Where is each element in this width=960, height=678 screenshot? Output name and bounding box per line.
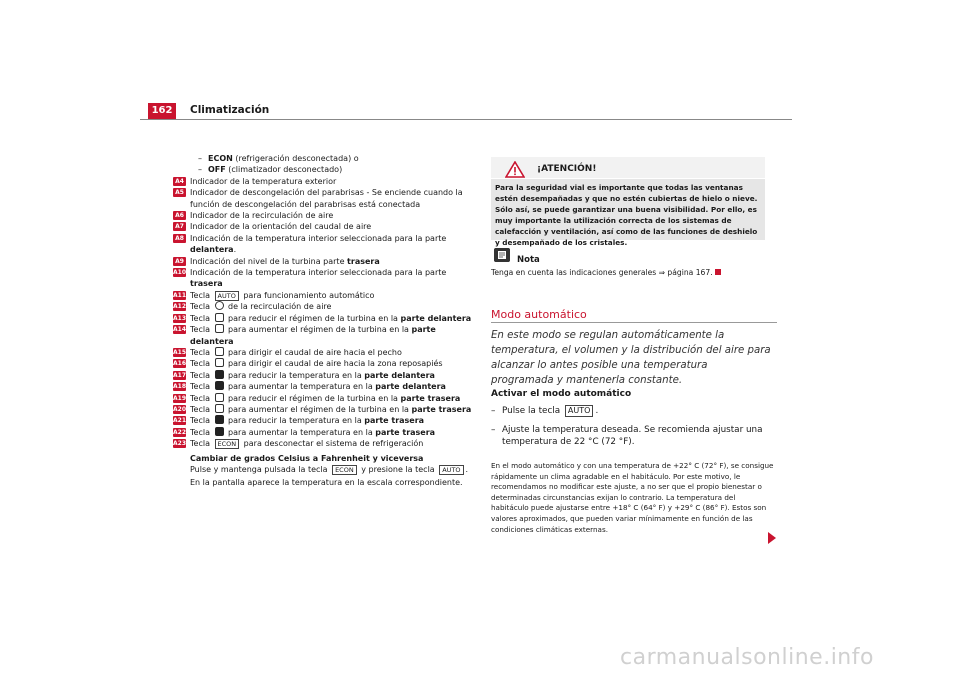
temp-down-icon (215, 370, 224, 379)
legend-item (175, 210, 475, 221)
warning-title: ¡ATENCIÓN! (537, 164, 597, 174)
callout-badge: A20 (173, 405, 186, 413)
temp-up-icon (215, 381, 224, 390)
legend-item (173, 404, 475, 415)
section-intro: En este modo se regulan automáticamente la temperatura, el volumen y la distribución del aire para alcanzar lo antes posible una temperatura programada y mantenerla constante. (491, 330, 771, 386)
dash: – (491, 406, 496, 416)
item-text: Indicador de descongelación del parabrisas - Se enciende cuando la función de descongelación del parabrisas está conectada (190, 188, 463, 209)
item-text: para dirigir el caudal de aire hacia el pecho (225, 347, 402, 357)
item-text: para reducir el régimen de la turbina en la (225, 393, 401, 403)
warning-triangle-icon (505, 161, 525, 178)
callout-badge: A9 (173, 257, 186, 266)
item-text: para funcionamiento automático (240, 290, 375, 300)
item-text: Tecla (190, 325, 213, 335)
item-text: Tecla (190, 404, 213, 414)
item-emphasis: delantera (190, 245, 234, 255)
callout-badge: A10 (173, 269, 186, 277)
fahrenheit-title: Cambiar de grados Celsius a Fahrenheit y viceversa (190, 453, 424, 463)
temp-up-icon (215, 427, 224, 436)
dash: – (198, 165, 202, 175)
legend-item (175, 233, 475, 256)
callout-badge: A19 (173, 394, 186, 402)
item-text: Tecla (190, 382, 213, 392)
item-text: para aumentar la temperatura en la (225, 427, 376, 437)
item-text: Tecla (190, 370, 213, 380)
item-text: para reducir la temperatura en la (225, 416, 365, 426)
legend-item (173, 415, 475, 426)
auto-key: AUTO (565, 405, 594, 417)
next-page-arrow-icon (768, 532, 776, 544)
callout-badge: A12 (173, 303, 186, 311)
fahrenheit-result: En la pantalla aparece la temperatura en la escala correspondiente. (190, 478, 463, 488)
step-1 (491, 405, 598, 417)
item-emphasis: parte delantera (364, 370, 435, 380)
item-text: Tecla (190, 359, 213, 369)
item-text: Tecla (190, 347, 213, 357)
legend-item (175, 221, 475, 232)
callout-badge: A22 (173, 428, 186, 436)
item-text: Tecla (190, 416, 213, 426)
item-text: para desconectar el sistema de refrigeración (241, 439, 424, 449)
note-text (491, 268, 721, 277)
item-text: Indicador de la recirculación de aire (190, 211, 334, 221)
fan-icon (215, 313, 224, 322)
step-2 (491, 424, 771, 448)
callout-badge: A8 (173, 234, 186, 243)
fan-icon (215, 404, 224, 413)
callout-badge: A4 (173, 177, 186, 186)
text: y presione la tecla (358, 464, 438, 474)
text: . (595, 406, 599, 416)
legend-item (173, 301, 475, 312)
watermark: carmanualsonline.info (620, 645, 874, 670)
item-text: para reducir la temperatura en la (225, 370, 365, 380)
callout-badge: A6 (173, 211, 186, 220)
fan-icon (215, 393, 224, 402)
callout-badge: A18 (173, 383, 186, 391)
end-mark-icon (715, 269, 721, 275)
warning-text: Para la seguridad vial es importante que todas las ventanas estén desempañadas y que no estén cubiertas de hielo o nieve. Sólo así, se puede garantizar una buena visibilidad. Por ello, es muy importante la utilización correcta de los sistemas de calefacción y ventilación, así como de las funciones de deshielo y desempañado de los cristales. (495, 183, 758, 247)
legend-item (173, 358, 475, 369)
item-text: . (233, 245, 237, 255)
note-body: Tenga en cuenta las indicaciones generales ⇒ página 167. (491, 268, 713, 277)
mode-label: ECON (208, 154, 233, 163)
item-emphasis: parte delantera (400, 313, 472, 323)
item-emphasis: parte trasera (411, 404, 472, 414)
section-rule (491, 322, 777, 323)
text: . (465, 464, 469, 474)
fan-icon (215, 324, 224, 333)
legend-item (173, 427, 475, 438)
legend-subitem (190, 164, 475, 175)
legend-item (173, 313, 475, 324)
fahrenheit-instruction (190, 464, 475, 475)
note-icon (494, 248, 510, 262)
warning-title-bar (491, 157, 765, 179)
item-text: Indicación de la temperatura interior seleccionada para la parte (190, 233, 447, 243)
econ-key: ECON (332, 465, 357, 475)
item-text: Tecla (190, 439, 213, 449)
item-emphasis: parte trasera (400, 393, 461, 403)
callout-badge: A7 (173, 222, 186, 231)
item-emphasis: trasera (347, 256, 380, 266)
mode-desc: (refrigeración desconectada) o (232, 154, 359, 163)
item-text: para dirigir el caudal de aire hacia la zona reposapiés (225, 359, 443, 369)
item-text: Tecla (190, 290, 213, 300)
button-key: ECON (215, 439, 240, 449)
legend-item (175, 187, 475, 210)
chest-airflow-icon (215, 347, 224, 356)
mode-label: OFF (208, 165, 226, 175)
callout-badge: A17 (173, 371, 186, 379)
item-text: para aumentar el régimen de la turbina en la (225, 404, 412, 414)
item-emphasis: parte delantera (375, 382, 446, 392)
legend-item (173, 267, 475, 290)
left-column (173, 153, 475, 489)
section-title: Modo automático (491, 308, 587, 321)
dash: – (491, 425, 496, 435)
callout-badge: A15 (173, 348, 186, 356)
item-text: Tecla (190, 313, 213, 323)
callout-badge: A13 (173, 314, 186, 322)
page-header-title: Climatización (190, 104, 270, 116)
callout-badge: A14 (173, 326, 186, 334)
activate-title: Activar el modo automático (491, 389, 632, 399)
text: Pulse la tecla (502, 406, 563, 416)
callout-badge: A23 (173, 440, 186, 448)
mode-desc: (climatizador desconectado) (225, 165, 343, 175)
recirculation-icon (215, 301, 224, 310)
item-text: Indicación del nivel de la turbina parte (190, 256, 348, 266)
item-text: Indicación de la temperatura interior seleccionada para la parte (190, 268, 447, 278)
legend-item (173, 393, 475, 404)
callout-badge: A16 (173, 360, 186, 368)
legend-item (173, 381, 475, 392)
item-text: Tecla (190, 427, 213, 437)
legend-item (173, 324, 475, 347)
item-text: Tecla (190, 393, 213, 403)
item-text: Indicador de la temperatura exterior (190, 176, 337, 186)
auto-mode-paragraph: En el modo automático y con una temperatura de +22° C (72° F), se consigue rápidamente un clima agradable en el habitáculo. Por este motivo, le recomendamos no modificar este ajuste, a no ser que el propio bienestar o determinadas circunstancias exijan lo contrario. La temperatura del habitáculo puede ajustarse entre +18° C (64° F) y +29° C (86° F). Estos son valores aproximados, que pueden variar mínimamente en función de las condiciones climáticas externas. (491, 461, 774, 534)
page-number: 162 (148, 103, 176, 119)
legend-item (173, 347, 475, 358)
item-emphasis: parte trasera (364, 416, 425, 426)
button-key: AUTO (215, 291, 239, 301)
legend-item (173, 438, 475, 449)
callout-badge: A21 (173, 417, 186, 425)
text: Pulse y mantenga pulsada la tecla (190, 464, 331, 474)
warning-box (491, 157, 765, 247)
item-text: para aumentar la temperatura en la (225, 382, 376, 392)
item-emphasis: trasera (190, 279, 223, 289)
item-text: Indicador de la orientación del caudal de aire (190, 222, 372, 232)
legend-item (173, 370, 475, 381)
item-text: de la recirculación de aire (225, 302, 332, 312)
step-text: Ajuste la temperatura deseada. Se recomienda ajustar una temperatura de 22 °C (72 °F). (502, 425, 763, 447)
callout-badge: A11 (173, 291, 186, 299)
item-emphasis: parte trasera (375, 427, 436, 437)
dash: – (198, 154, 202, 163)
item-text: Tecla (190, 302, 213, 312)
item-emphasis: parte delantera (190, 325, 436, 346)
legend-item (175, 256, 475, 267)
callout-badge: A5 (173, 188, 186, 197)
temp-down-icon (215, 415, 224, 424)
feet-airflow-icon (215, 358, 224, 367)
item-text: para aumentar el régimen de la turbina en la (225, 325, 412, 335)
legend-item (173, 290, 475, 301)
legend-list (173, 176, 475, 450)
legend-item (175, 176, 475, 187)
header-rule (140, 119, 792, 120)
note-title: Nota (517, 255, 540, 265)
item-text: para reducir el régimen de la turbina en la (225, 313, 401, 323)
auto-key: AUTO (439, 465, 463, 475)
legend-subitem (190, 153, 475, 164)
